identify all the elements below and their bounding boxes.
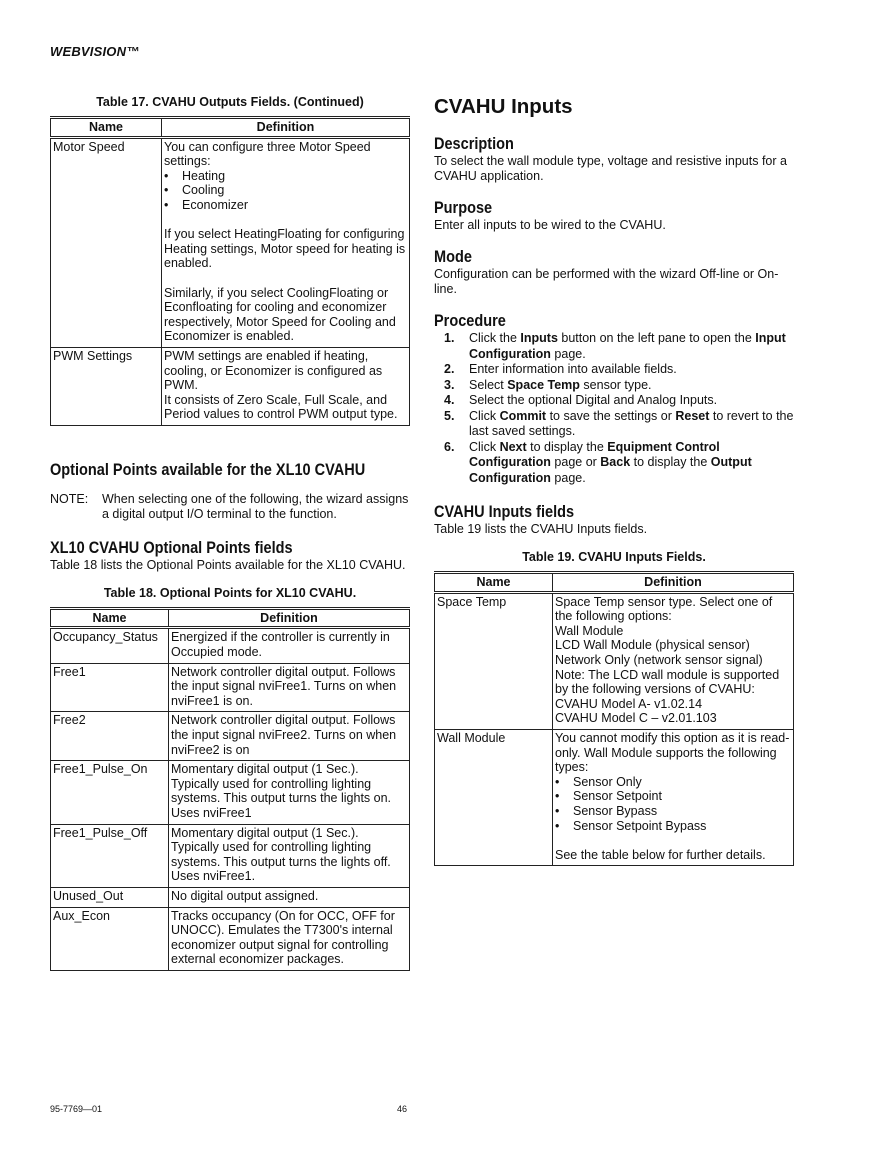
purpose-text: Enter all inputs to be wired to the CVAHU.	[434, 218, 666, 232]
mode-text: Configuration can be performed with the wizard Off-line or On-line.	[434, 267, 779, 296]
bullet-item: • Sensor Bypass	[555, 803, 658, 818]
definition-text: Network Only (network sensor signal)	[555, 652, 763, 667]
note	[50, 492, 410, 522]
purpose-heading: Purpose	[434, 199, 493, 217]
footer-doc-number: 95-7769—01	[50, 1104, 103, 1114]
table19	[434, 571, 794, 866]
table-row	[435, 729, 794, 865]
table18	[50, 607, 410, 971]
optional-points-heading: Optional Points available for the XL10 CVAHU	[50, 460, 366, 479]
table-row	[51, 824, 410, 887]
row-name: Space Temp	[435, 592, 553, 729]
column-header-definition: Definition	[169, 608, 410, 628]
procedure-step: 6. Click Next to display the Equipment Control Configuration page or Back to display the Output Configuration page.	[444, 439, 752, 485]
row-definition: Network controller digital output. Follows the input signal nviFree2. Turns on when nviFree2 is on	[169, 712, 410, 761]
inputs-fields-text: Table 19 lists the CVAHU Inputs fields.	[434, 522, 648, 536]
bullet-item: • Economizer	[164, 197, 248, 212]
row-definition	[162, 137, 410, 347]
procedure-step: 3. Select Space Temp sensor type.	[444, 377, 652, 392]
right-column	[434, 95, 794, 866]
note-text: When selecting one of the following, the wizard assigns a digital output I/O terminal to the function.	[102, 491, 409, 521]
table-row	[51, 712, 410, 761]
table-row	[51, 761, 410, 824]
definition-text: You cannot modify this option as it is read-only. Wall Module supports the following types:	[555, 730, 790, 775]
definition-text: Note: The LCD wall module is supported by the following versions of CVAHU:	[555, 667, 780, 697]
bullet-item: • Cooling	[164, 183, 225, 198]
optional-fields-text: Table 18 lists the Optional Points available for the XL10 CVAHU.	[50, 557, 406, 572]
optional-fields-heading: XL10 CVAHU Optional Points fields	[50, 538, 293, 557]
table19-caption: Table 19. CVAHU Inputs Fields.	[522, 550, 706, 564]
column-header-name: Name	[51, 118, 162, 138]
procedure-list	[434, 331, 794, 486]
document-header-brand: WEBVISION™	[50, 44, 140, 59]
definition-text: See the table below for further details.	[555, 847, 766, 862]
bullet-item: • Sensor Only	[555, 774, 642, 789]
row-definition	[553, 592, 794, 729]
procedure-step: 5. Click Commit to save the settings or Reset to revert to the last saved settings.	[444, 408, 794, 438]
table17	[50, 116, 410, 426]
table-row	[51, 347, 410, 425]
definition-text: CVAHU Model A- v1.02.14	[555, 696, 703, 711]
table17-caption: Table 17. CVAHU Outputs Fields. (Continued)	[96, 95, 364, 109]
definition-text: Space Temp sensor type. Select one of the following options:	[555, 594, 773, 624]
row-name: Free1_Pulse_On	[51, 761, 169, 824]
cvahu-inputs-title: CVAHU Inputs	[434, 95, 573, 118]
row-definition: Network controller digital output. Follows the input signal nviFree1. Turns on when nviFree1 is on.	[169, 663, 410, 712]
bullet-item: • Sensor Setpoint Bypass	[555, 818, 707, 833]
row-name: Aux_Econ	[51, 907, 169, 970]
column-header-definition: Definition	[162, 118, 410, 138]
procedure-step: 1. Click the Inputs button on the left pane to open the Input Configuration page.	[444, 331, 786, 361]
procedure-step: 4. Select the optional Digital and Analog Inputs.	[444, 393, 718, 407]
table-header-row	[51, 608, 410, 628]
procedure-step: 2. Enter information into available fields.	[444, 362, 677, 376]
definition-text: Similarly, if you select CoolingFloating or Econfloating for cooling and economizer respectively, Motor Speed for Cooling and Economizer is enabled.	[164, 285, 396, 344]
definition-text: If you select HeatingFloating for configuring Heating settings, Motor speed for heating is enabled.	[164, 227, 406, 271]
row-name: Occupancy_Status	[51, 628, 169, 663]
row-definition: Energized if the controller is currently in Occupied mode.	[169, 628, 410, 663]
bullet-item: • Heating	[164, 168, 226, 183]
procedure-heading: Procedure	[434, 312, 506, 330]
table-row	[435, 592, 794, 729]
mode-heading: Mode	[434, 248, 472, 266]
table-row	[51, 628, 410, 663]
table-row	[51, 907, 410, 970]
definition-text: It consists of Zero Scale, Full Scale, and Period values to control PWM output type.	[164, 392, 398, 422]
bullet-item: • Sensor Setpoint	[555, 789, 662, 804]
row-definition: Momentary digital output (1 Sec.). Typically used for controlling lighting systems. This output turns the lights off. Uses nviFree1.	[169, 824, 410, 887]
row-name: Free1_Pulse_Off	[51, 824, 169, 887]
row-name: PWM Settings	[51, 347, 162, 425]
row-name: Motor Speed	[51, 137, 162, 347]
note-label: NOTE:	[50, 491, 89, 506]
definition-text: CVAHU Model C – v2.01.103	[555, 711, 717, 726]
table-header-row	[51, 118, 410, 138]
row-definition: Tracks occupancy (On for OCC, OFF for UNOCC). Emulates the T7300's internal economizer output signal for controlling external economizer packages.	[169, 907, 410, 970]
definition-text: Wall Module	[555, 623, 624, 638]
definition-text: LCD Wall Module (physical sensor)	[555, 638, 750, 653]
footer-page-number: 46	[397, 1104, 408, 1114]
row-definition: No digital output assigned.	[169, 887, 410, 907]
column-header-name: Name	[51, 608, 169, 628]
table-row	[51, 887, 410, 907]
table18-caption: Table 18. Optional Points for XL10 CVAHU.	[103, 585, 357, 600]
row-name: Free1	[51, 663, 169, 712]
definition-text: PWM settings are enabled if heating, cooling, or Economizer is configured as PWM.	[164, 348, 383, 393]
column-header-definition: Definition	[553, 573, 794, 593]
column-header-name: Name	[435, 573, 553, 593]
row-definition	[553, 729, 794, 865]
row-definition: Momentary digital output (1 Sec.). Typically used for controlling lighting systems. This output turns the lights on. Uses nviFree1	[169, 761, 410, 824]
inputs-fields-heading: CVAHU Inputs fields	[434, 503, 575, 521]
definition-text: You can configure three Motor Speed settings:	[164, 139, 371, 169]
row-name: Free2	[51, 712, 169, 761]
row-name: Wall Module	[435, 729, 553, 865]
description-text: To select the wall module type, voltage and resistive inputs for a CVAHU application.	[434, 154, 787, 183]
row-definition	[162, 347, 410, 425]
table-header-row	[435, 573, 794, 593]
table-row	[51, 137, 410, 347]
description-heading: Description	[434, 135, 514, 153]
left-column	[50, 95, 410, 971]
row-name: Unused_Out	[51, 887, 169, 907]
table-row	[51, 663, 410, 712]
